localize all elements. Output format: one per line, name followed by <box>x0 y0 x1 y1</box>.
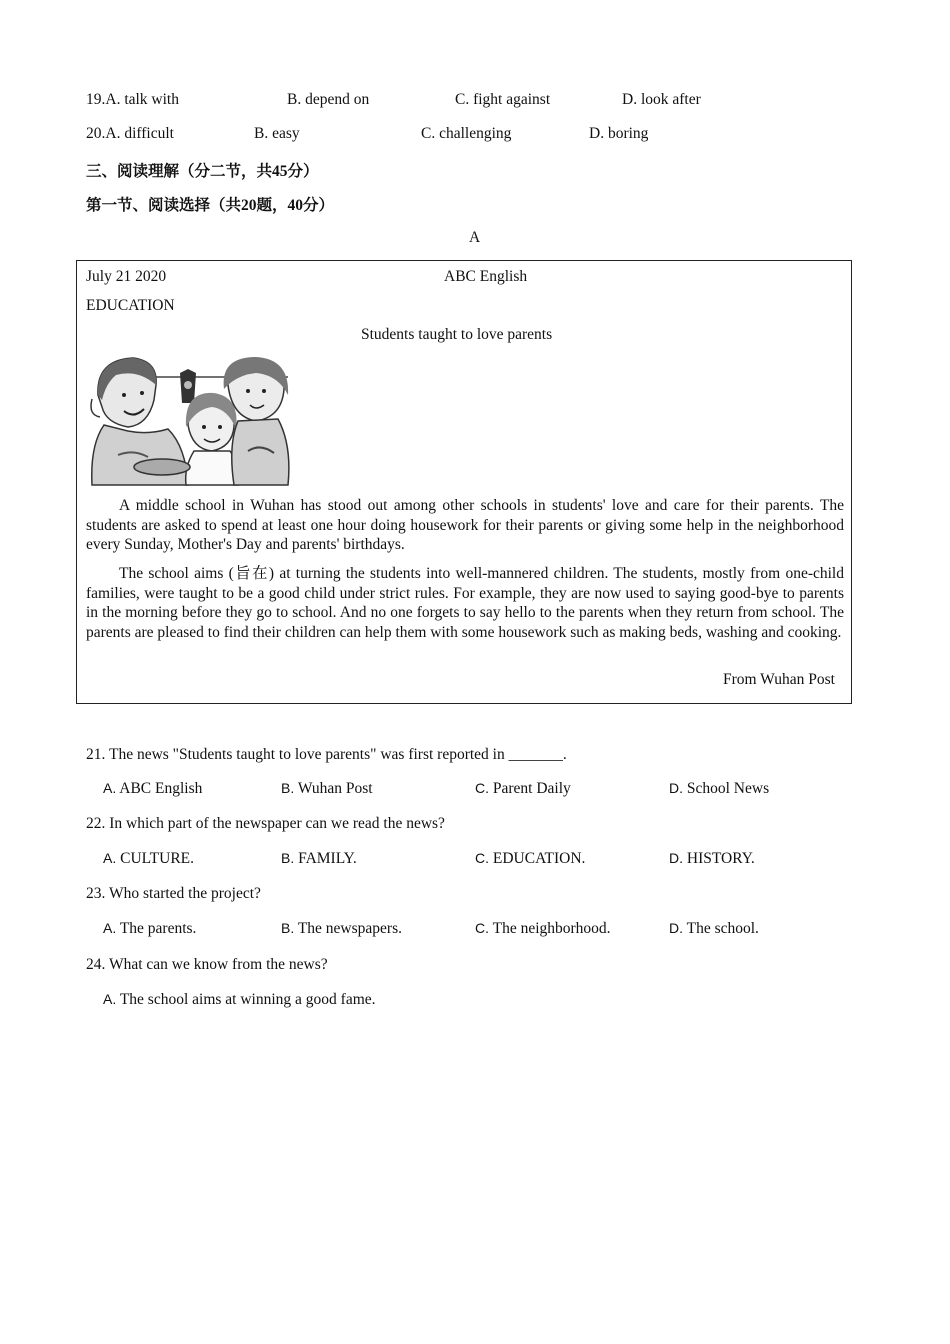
q19-option-c: C. fight against <box>455 91 551 108</box>
q21-option-c: C. Parent Daily <box>475 780 571 797</box>
article-paragraph-1: A middle school in Wuhan has stood out among other schools in students' love and care for their parents. The students are asked to spend at least one hour doing housework for their parents or giving some help in the neighborhood every Sunday, Mother's Day and parents' birthdays. <box>86 497 844 554</box>
q19-option-b: B. depend on <box>287 91 370 108</box>
article-column: EDUCATION <box>86 297 175 314</box>
q22-option-d: D. HISTORY. <box>669 850 755 867</box>
q23-stem: 23. Who started the project? <box>86 885 261 902</box>
family-illustration <box>88 355 293 487</box>
q22-option-b: B. FAMILY. <box>281 850 357 867</box>
q22-option-c: C. EDUCATION. <box>475 850 586 867</box>
article-paragraph-2: The school aims (旨在) at turning the students into well-mannered children. The students, mostly from one-child families, were taught to be a good child under strict rules. For example, they are now used to saying good-bye to parents in the morning before they go to school. And no one forgets to say hello to the parents when they return from school. The parents are pleased to find their children can help them with some housework such as making beds, washing and cooking. <box>86 565 844 641</box>
q21-option-d: D. School News <box>669 780 770 797</box>
q20-option-a: 20.A. difficult <box>86 125 174 142</box>
q24-option-a: A. The school aims at winning a good fame. <box>103 991 376 1008</box>
article-date: July 21 2020 <box>86 268 167 285</box>
q22-stem: 22. In which part of the newspaper can we read the news? <box>86 815 445 832</box>
subsection-heading: 第一节、阅读选择（共20题，40分） <box>86 197 335 214</box>
q21-option-a: A. ABC English <box>103 780 203 797</box>
article-paper-name: ABC English <box>444 268 528 285</box>
q19-option-a: 19.A. talk with <box>86 91 179 108</box>
q24-stem: 24. What can we know from the news? <box>86 956 328 973</box>
q23-option-a: A. The parents. <box>103 920 197 937</box>
q23-option-c: C. The neighborhood. <box>475 920 611 937</box>
q20-option-b: B. easy <box>254 125 300 142</box>
q19-option-d: D. look after <box>622 91 701 108</box>
q21-option-b: B. Wuhan Post <box>281 780 373 797</box>
q21-stem: 21. The news "Students taught to love parents" was first reported in _______. <box>86 746 567 763</box>
q23-option-b: B. The newspapers. <box>281 920 402 937</box>
q20-option-c: C. challenging <box>421 125 512 142</box>
q22-option-a: A. CULTURE. <box>103 850 195 867</box>
article-source: From Wuhan Post <box>723 671 835 688</box>
q20-option-d: D. boring <box>589 125 649 142</box>
article-headline: Students taught to love parents <box>361 326 553 343</box>
q23-option-d: D. The school. <box>669 920 759 937</box>
section-heading: 三、阅读理解（分二节，共45分） <box>86 163 319 180</box>
passage-label: A <box>469 229 481 246</box>
